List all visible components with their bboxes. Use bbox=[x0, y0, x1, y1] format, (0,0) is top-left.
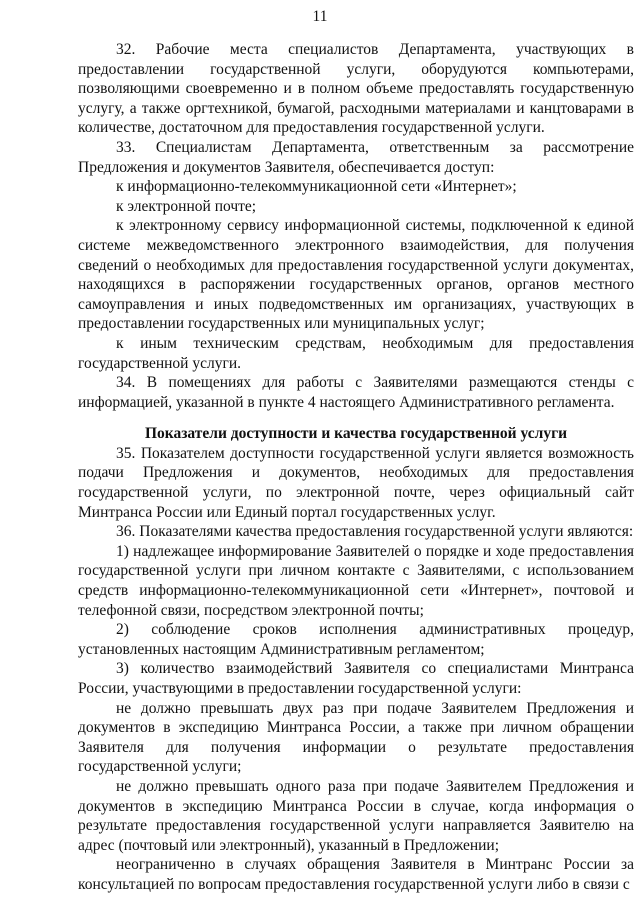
list-item-email: к электронной почте; bbox=[116, 197, 257, 215]
paragraph-34: 34. В помещениях для работы с Заявителями размещаются стенды с информацией, указанной в пункте 4 настоящего Административного регламента. bbox=[78, 374, 634, 411]
list-item-internet: к информационно-телекоммуникационной сети «Интернет»; bbox=[116, 178, 517, 196]
list-item-technical-means: к иным техническим средствам, необходимым для предоставления государственной услуги. bbox=[78, 334, 634, 372]
sub-item-two-times: не должно превышать двух раз при подаче Заявителем Предложения и документов в экспедицию Минтранса России, а также при личном обращении Заявителя для получения информации о результате предоставления государственной услуги; bbox=[78, 699, 634, 776]
list-item-electronic-service: к электронному сервису информационной системы, подключенной к единой системе межведомственного электронного взаимодействия, для получения сведений о необходимых для предоставления государственной услуги документах, находящихся в распоряжении государственных органов, органов местного самоуправления и иных подведомственных им организациях, участвующих в предоставлении государственных или муниципальных услуг; bbox=[78, 217, 634, 333]
paragraph-32: 32. Рабочие места специалистов Департамента, участвующих в предоставлении государственной услуги, оборудуются компьютерами, позволяющими своевременно и в полном объеме предоставлять государственную услугу, а также оргтехникой, бумагой, расходными материалами и канцтоварами в количестве, достаточном для предоставления государственной услуги. bbox=[78, 41, 634, 137]
paragraph-35: 35. Показателем доступности государственной услуги является возможность подачи Предложения и документов, необходимых для предоставления государственной услуги, по электронной почте, через официальный сайт Минтранса России или Единый портал государственных услуг. bbox=[78, 444, 634, 521]
sub-item-one-time: не должно превышать одного раза при подаче Заявителем Предложения и документов в экспедицию Минтранса России в случае, когда информация о результате предоставления государственной услуги направляется Заявителю на адрес (почтовый или электронный), указанный в Предложении; bbox=[78, 777, 634, 854]
page-number: 11 bbox=[312, 8, 328, 25]
section-heading: Показатели доступности и качества государственной услуги bbox=[144, 425, 568, 443]
list-item-interactions: 3) количество взаимодействий Заявителя со специалистами Минтранса России, участвующими в предоставлении государственной услуги: bbox=[78, 660, 634, 697]
list-item-informing: 1) надлежащее информирование Заявителей о порядке и ходе предоставления государственной услуги при личном контакте с Заявителями, с использованием средств информационно-телекоммуникационной сети «Интернет», почтовой и телефонной связи, посредством электронной почты; bbox=[78, 542, 634, 619]
paragraph-33: 33. Специалистам Департамента, ответственным за рассмотрение Предложения и документов Заявителя, обеспечивается доступ: bbox=[78, 138, 634, 176]
sub-item-unlimited: неограниченно в случаях обращения Заявителя в Минтранс России за консультацией по вопросам предоставления государственной услуги либо в связи с bbox=[78, 856, 634, 893]
list-item-deadlines: 2) соблюдение сроков исполнения административных процедур, установленных настоящим Административным регламентом; bbox=[78, 621, 634, 658]
paragraph-36: 36. Показателями качества предоставления государственной услуги являются: bbox=[116, 523, 634, 541]
document-body bbox=[78, 40, 634, 895]
